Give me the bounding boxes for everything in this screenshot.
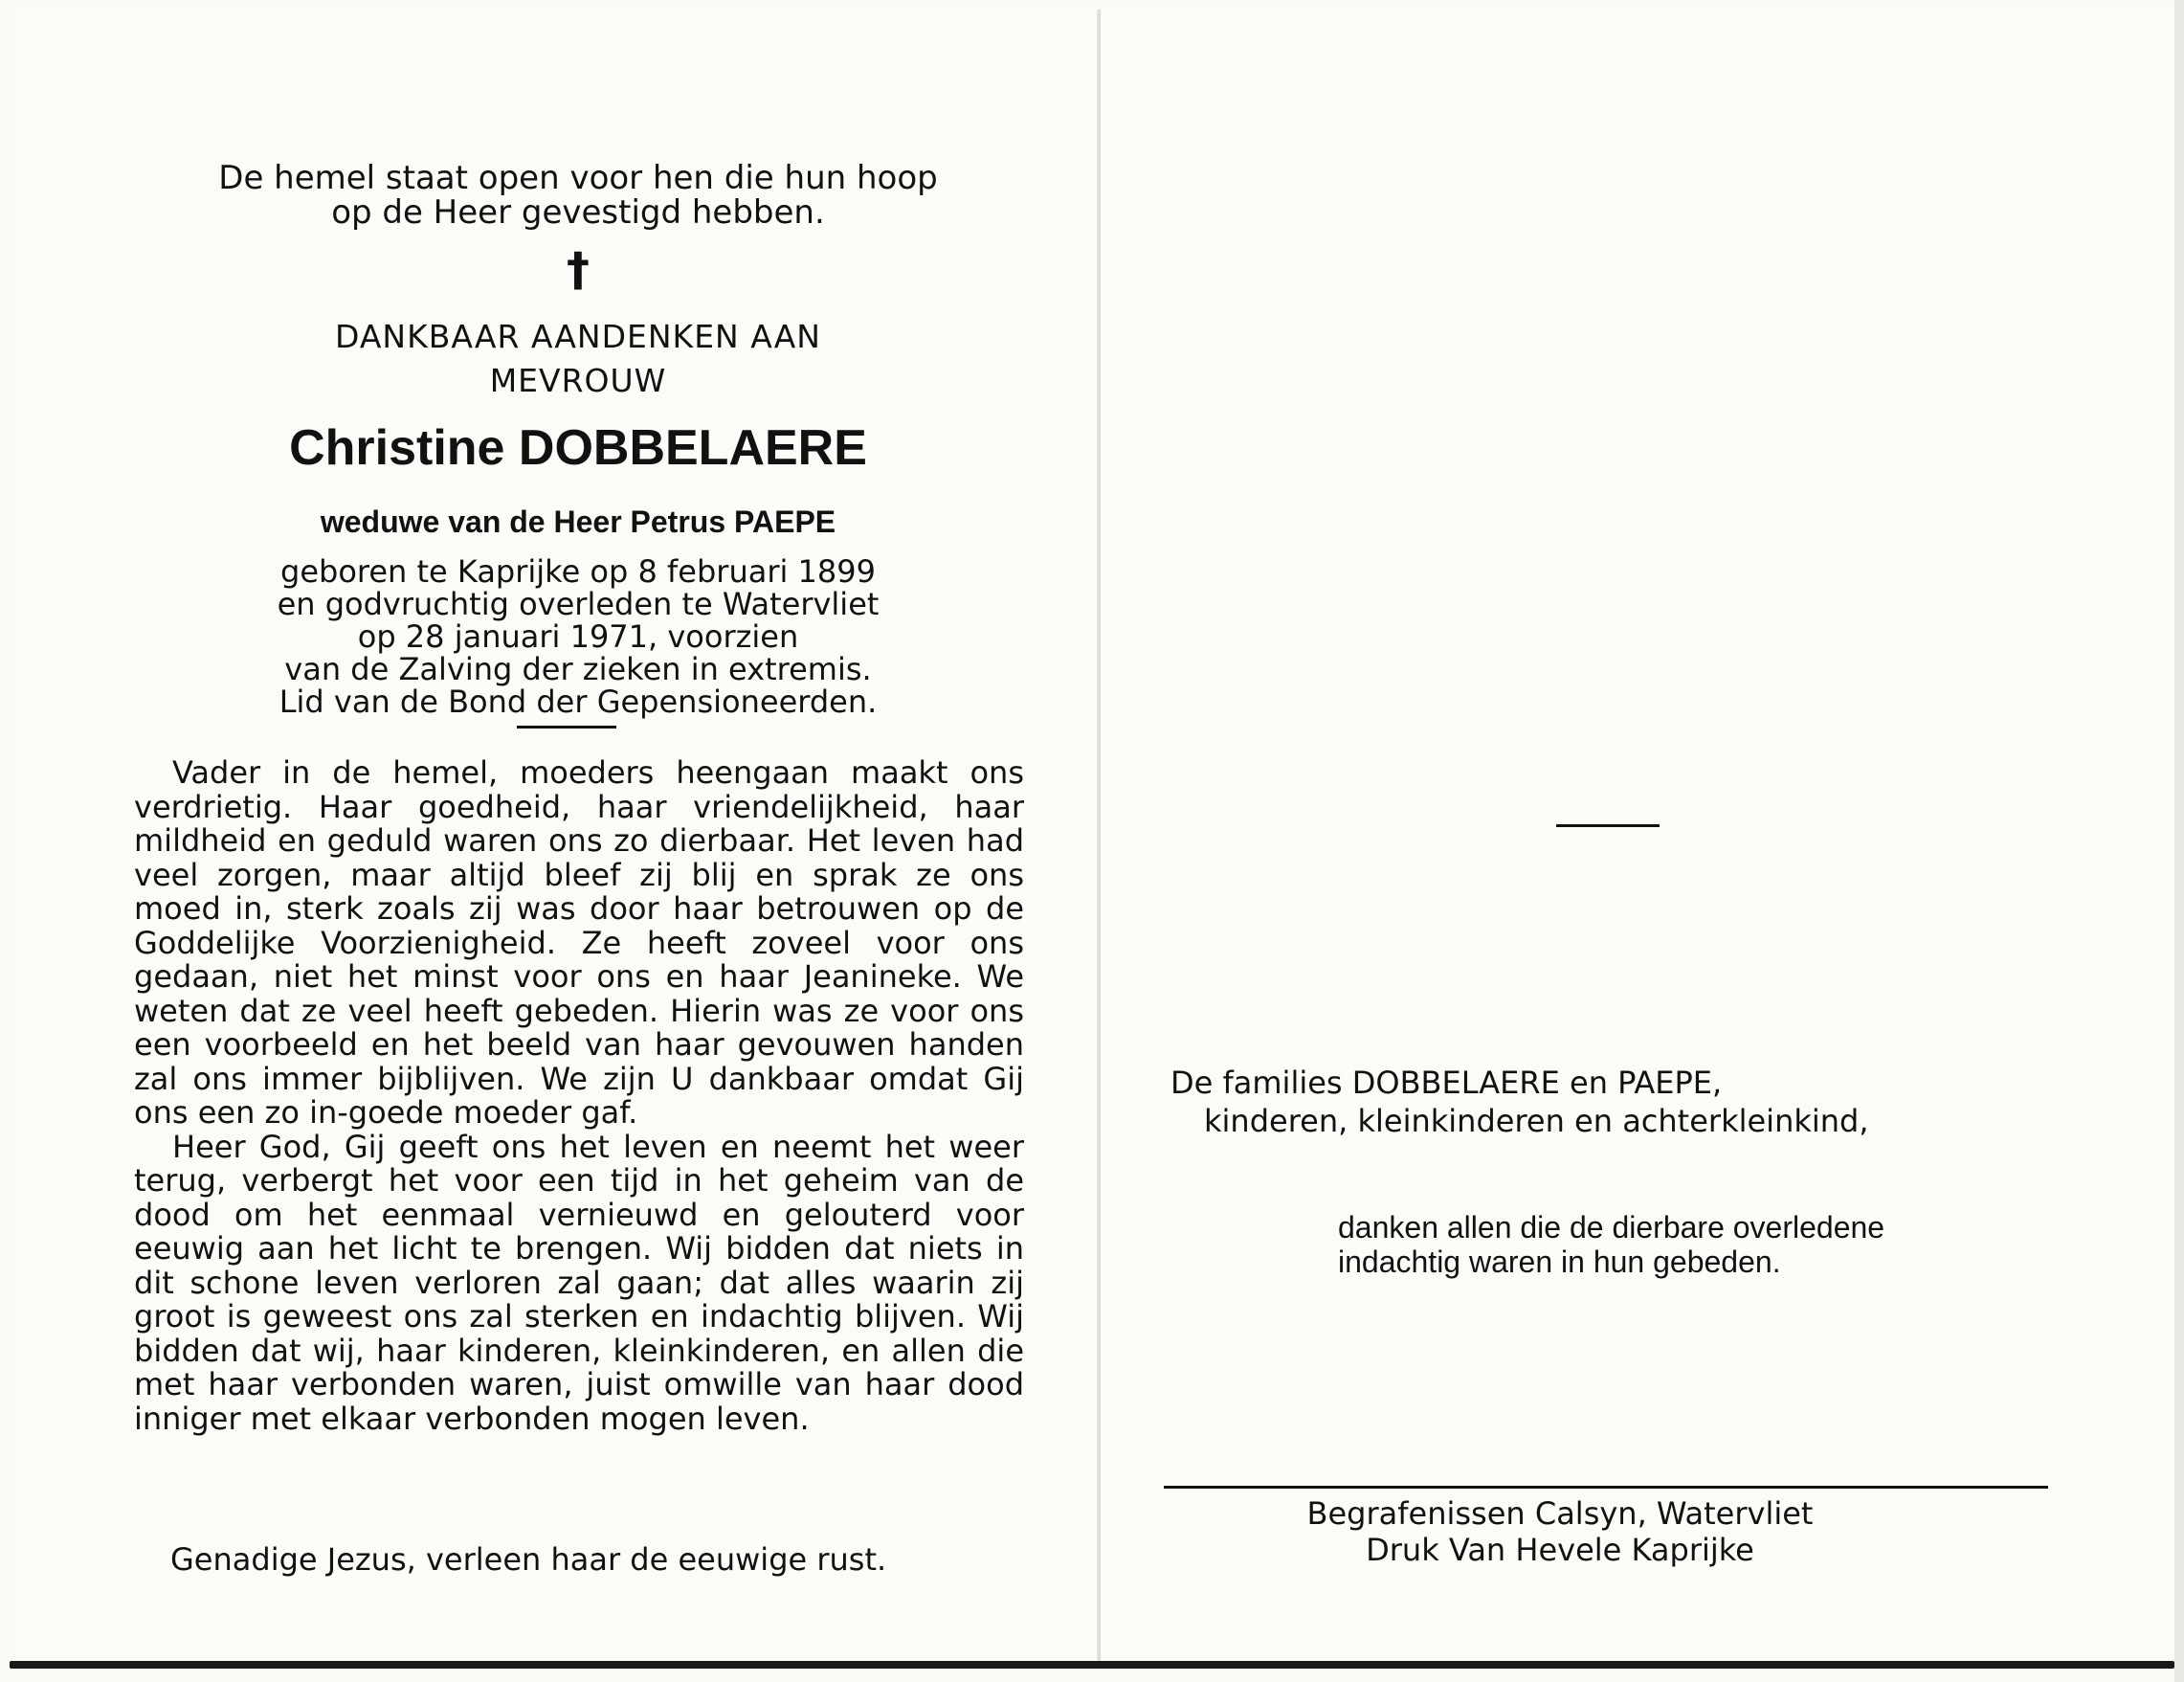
quote-line-2: op de Heer gevestigd hebben.: [331, 193, 825, 232]
right-page: [1101, 10, 2174, 1661]
closing-prayer: Genadige Jezus, verleen haar de eeuwige rust.: [170, 1541, 887, 1578]
details-line-3: op 28 januari 1971, voorzien: [357, 618, 799, 655]
printer-line-1: Begrafenissen Calsyn, Watervliet: [1306, 1495, 1814, 1532]
heading-line-1: DANKBAAR AANDENKEN AAN: [335, 318, 821, 355]
deceased-name: Christine DOBBELAERE: [289, 420, 867, 476]
heading-line-2: MEVROUW: [489, 362, 667, 399]
thanks-line-2: indachtig waren in hun gebeden.: [1338, 1245, 1781, 1279]
details-line-1: geboren te Kaprijke op 8 februari 1899: [280, 553, 876, 590]
left-page: [13, 10, 1098, 1661]
details-line-5: Lid van de Bond der Gepensioneerden.: [279, 684, 878, 720]
card-bottom-edge: [10, 1661, 2174, 1669]
families-line: De families DOBBELAERE en PAEPE,: [1170, 1065, 1723, 1101]
prayer-text: [134, 756, 1024, 1436]
footer-rule: [1164, 1486, 2048, 1489]
printer-credit: [1244, 1495, 1876, 1568]
quote-line-1: De hemel staat open voor hen die hun hoop: [218, 159, 938, 197]
prayer-paragraph-2: Heer God, Gij geeft ons het leven en neemt het weer terug, verbergt het voor een tijd in het geheim van de dood om het eenmaal vernieuwd en gelouterd voor eeuwig aan het licht te brengen. Wij bidden dat niets in dit schone leven verloren zal gaan; dat alles waarin zij groot is geweest ons zal sterken en indachtig blijven. Wij bidden dat wij, haar kinderen, kleinkinderen, en allen die met haar verbonden waren, juist omwille van haar dood inniger met elkaar verbonden mogen leven.: [134, 1128, 1024, 1437]
prayer-paragraph-1: Vader in de hemel, moeders heengaan maakt ons verdrietig. Haar goedheid, haar vriendelijkheid, haar mildheid en geduld waren ons zo dierbaar. Het leven had veel zorgen, maar altijd bleef zij blij en sprak ze ons moed in, sterk zoals zij was door haar betrouwen op de Goddelijke Voorzienigheid. Ze heeft zoveel voor ons gedaan, niet het minst voor ons en haar Jeanineke. We weten dat ze veel heeft gebeden. Hierin was ze voor ons een voorbeeld en het beeld van haar gevouwen handen zal ons immer bijblijven. We zijn U dankbaar omdat Gij ons een zo in-goede moeder gaf.: [134, 754, 1024, 1131]
separator-rule-right: [1556, 824, 1660, 827]
thanks-line-1: danken allen die de dierbare overledene: [1338, 1210, 1885, 1245]
separator-rule: [517, 726, 616, 729]
cross-icon: †: [567, 243, 590, 297]
opening-quote: [119, 161, 1037, 230]
thanks-text: [1338, 1210, 1884, 1279]
details-line-2: en godvruchtig overleden te Watervliet: [277, 586, 880, 622]
details-line-4: van de Zalving der zieken in extremis.: [284, 651, 872, 687]
card-right-edge: [2174, 0, 2184, 1682]
birth-death-details: [119, 555, 1037, 718]
relatives-line: kinderen, kleinkinderen en achterkleinkind,: [1204, 1103, 1869, 1139]
widow-of: weduwe van de Heer Petrus PAEPE: [320, 505, 836, 539]
printer-line-2: Druk Van Hevele Kaprijke: [1366, 1532, 1754, 1568]
